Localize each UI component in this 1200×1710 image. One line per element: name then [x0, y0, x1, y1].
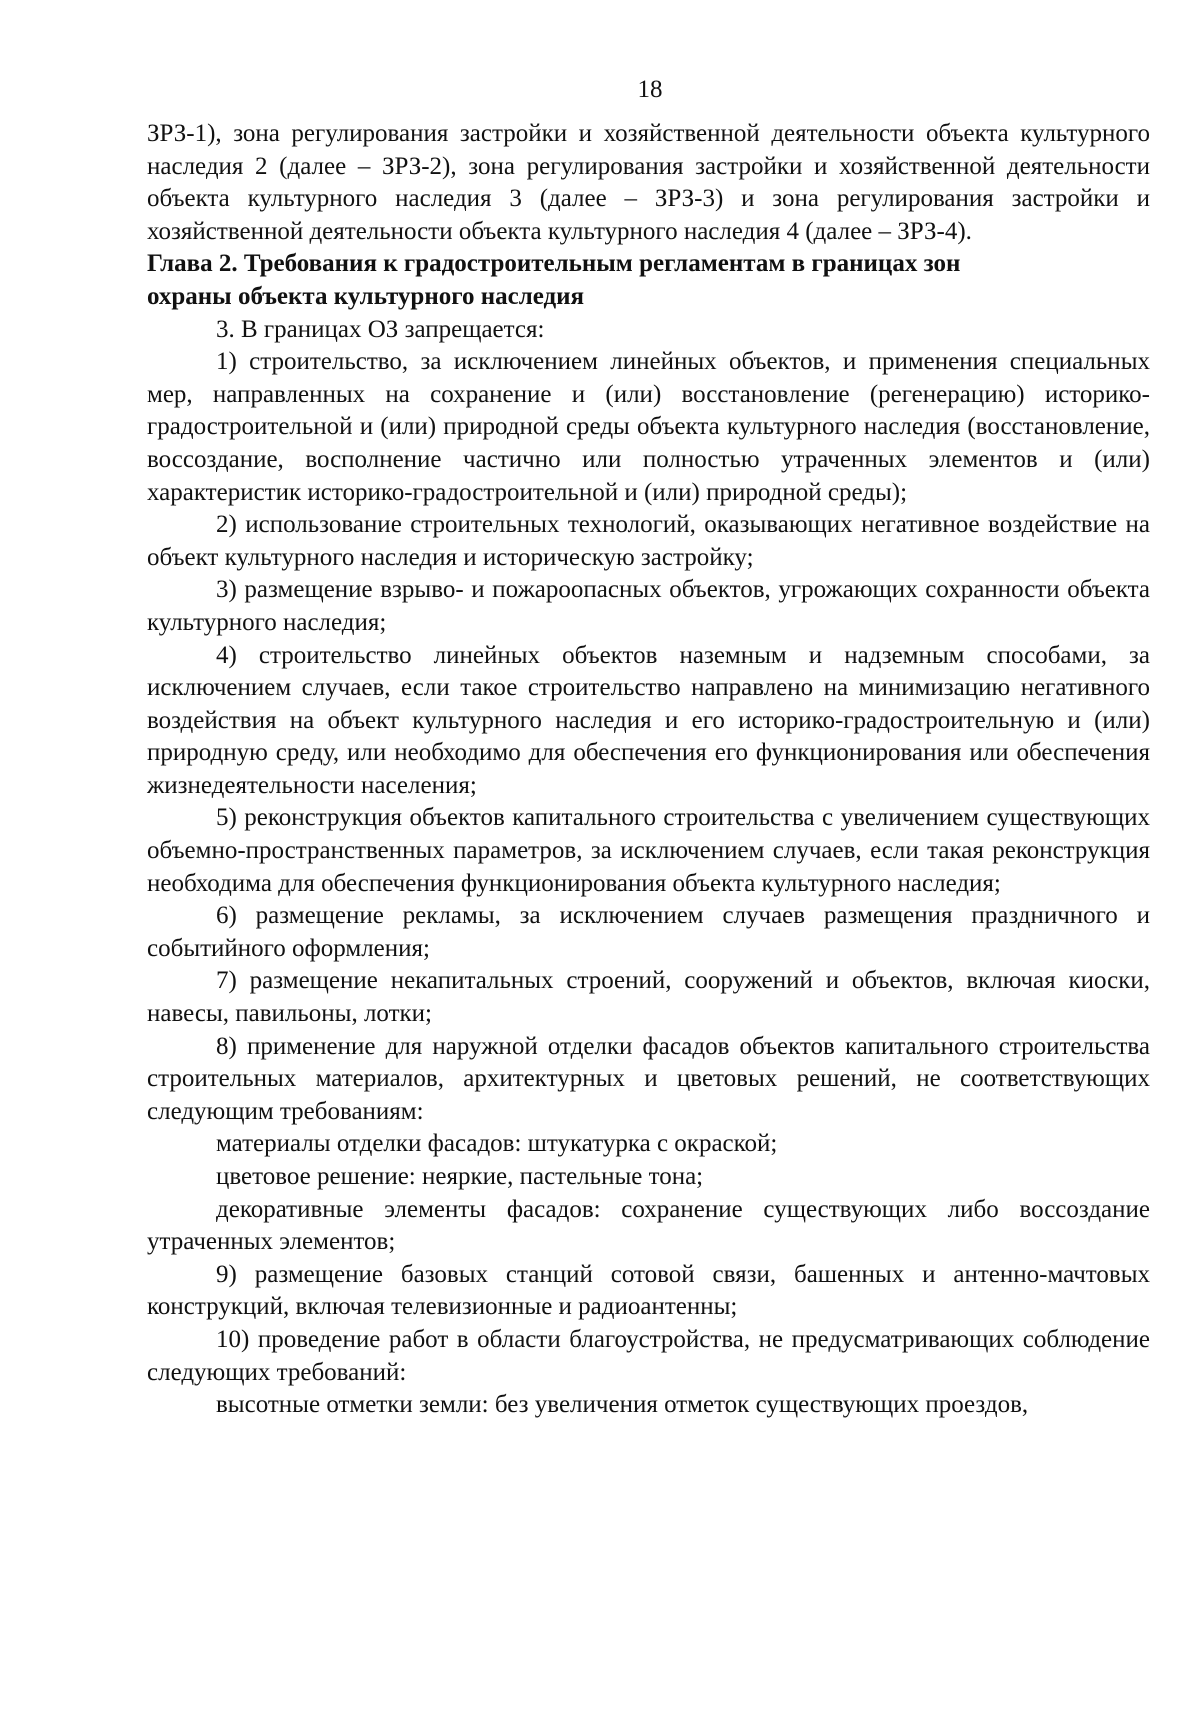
item-10: 10) проведение работ в области благоустройства, не предусматривающих соблюдение следующих требований:	[147, 1325, 1150, 1386]
item-10-ground-elevations: высотные отметки земли: без увеличения отметок существующих проездов,	[216, 1391, 1029, 1419]
chapter-heading-line-2: охраны объекта культурного наследия	[147, 282, 585, 310]
item-6: 6) размещение рекламы, за исключением случаев размещения праздничного и событийного оформления;	[147, 902, 1150, 962]
item-8-color-scheme: цветовое решение: неяркие, пастельные тона;	[216, 1163, 704, 1190]
chapter-heading	[147, 248, 1150, 313]
item-2: 2) использование строительных технологий, оказывающих негативное воздействие на объект культурного наследия и историческую застройку;	[147, 511, 1150, 571]
item-8-decorative-elements: декоративные элементы фасадов: сохранение существующих либо воссоздание утраченных элементов;	[147, 1195, 1150, 1256]
item-3: 3) размещение взрыво- и пожароопасных объектов, угрожающих сохранности объекта культурного наследия;	[147, 576, 1150, 636]
item-8-facade-materials: материалы отделки фасадов: штукатурка с окраской;	[216, 1130, 778, 1158]
item-1: 1) строительство, за исключением линейных объектов, и применения специальных мер, направленных на сохранение и (или) восстановление (регенерацию) историко-градостроительной и (или) природной среды объекта культурного наследия (восстановление, воссоздание, восполнение частично или полностью утраченных элементов и (или) характеристик историко-градостроительной и (или) природной среды);	[147, 348, 1150, 506]
item-5: 5) реконструкция объектов капитального строительства с увеличением существующих объемно-пространственных параметров, за исключением случаев, если такая реконструкция необходима для обеспечения функционирования объекта культурного наследия;	[147, 804, 1150, 897]
item-4: 4) строительство линейных объектов наземным и надземным способами, за исключением случаев, если такое строительство направлено на минимизацию негативного воздействия на объект культурного наследия и его историко-градостроительную и (или) природную среду, или необходимо для обеспечения его функционирования или обеспечения жизнедеятельности населения;	[147, 641, 1150, 799]
item-8: 8) применение для наружной отделки фасадов объектов капитального строительства строительных материалов, архитектурных и цветовых решений, не соответствующих следующим требованиям:	[147, 1032, 1150, 1125]
page-number: 18	[637, 76, 663, 103]
intro-paragraph: ЗРЗ-1), зона регулирования застройки и хозяйственной деятельности объекта культурного наследия 2 (далее – ЗРЗ-2), зона регулирования застройки и хозяйственной деятельности объекта культурного наследия 3 (далее – ЗРЗ-3) и зона регулирования застройки и хозяйственной деятельности объекта культурного наследия 4 (далее – ЗРЗ-4).	[147, 120, 1150, 245]
document-body	[147, 118, 1150, 1422]
item-9: 9) размещение базовых станций сотовой связи, башенных и антенно-мачтовых конструкций, включая телевизионные и радиоантенны;	[147, 1260, 1150, 1321]
section-3-lead: 3. В границах ОЗ запрещается:	[216, 315, 545, 343]
chapter-heading-line-1: Глава 2. Требования к градостроительным регламентам в границах зон	[147, 250, 961, 278]
item-7: 7) размещение некапитальных строений, сооружений и объектов, включая киоски, навесы, павильоны, лотки;	[147, 967, 1150, 1028]
